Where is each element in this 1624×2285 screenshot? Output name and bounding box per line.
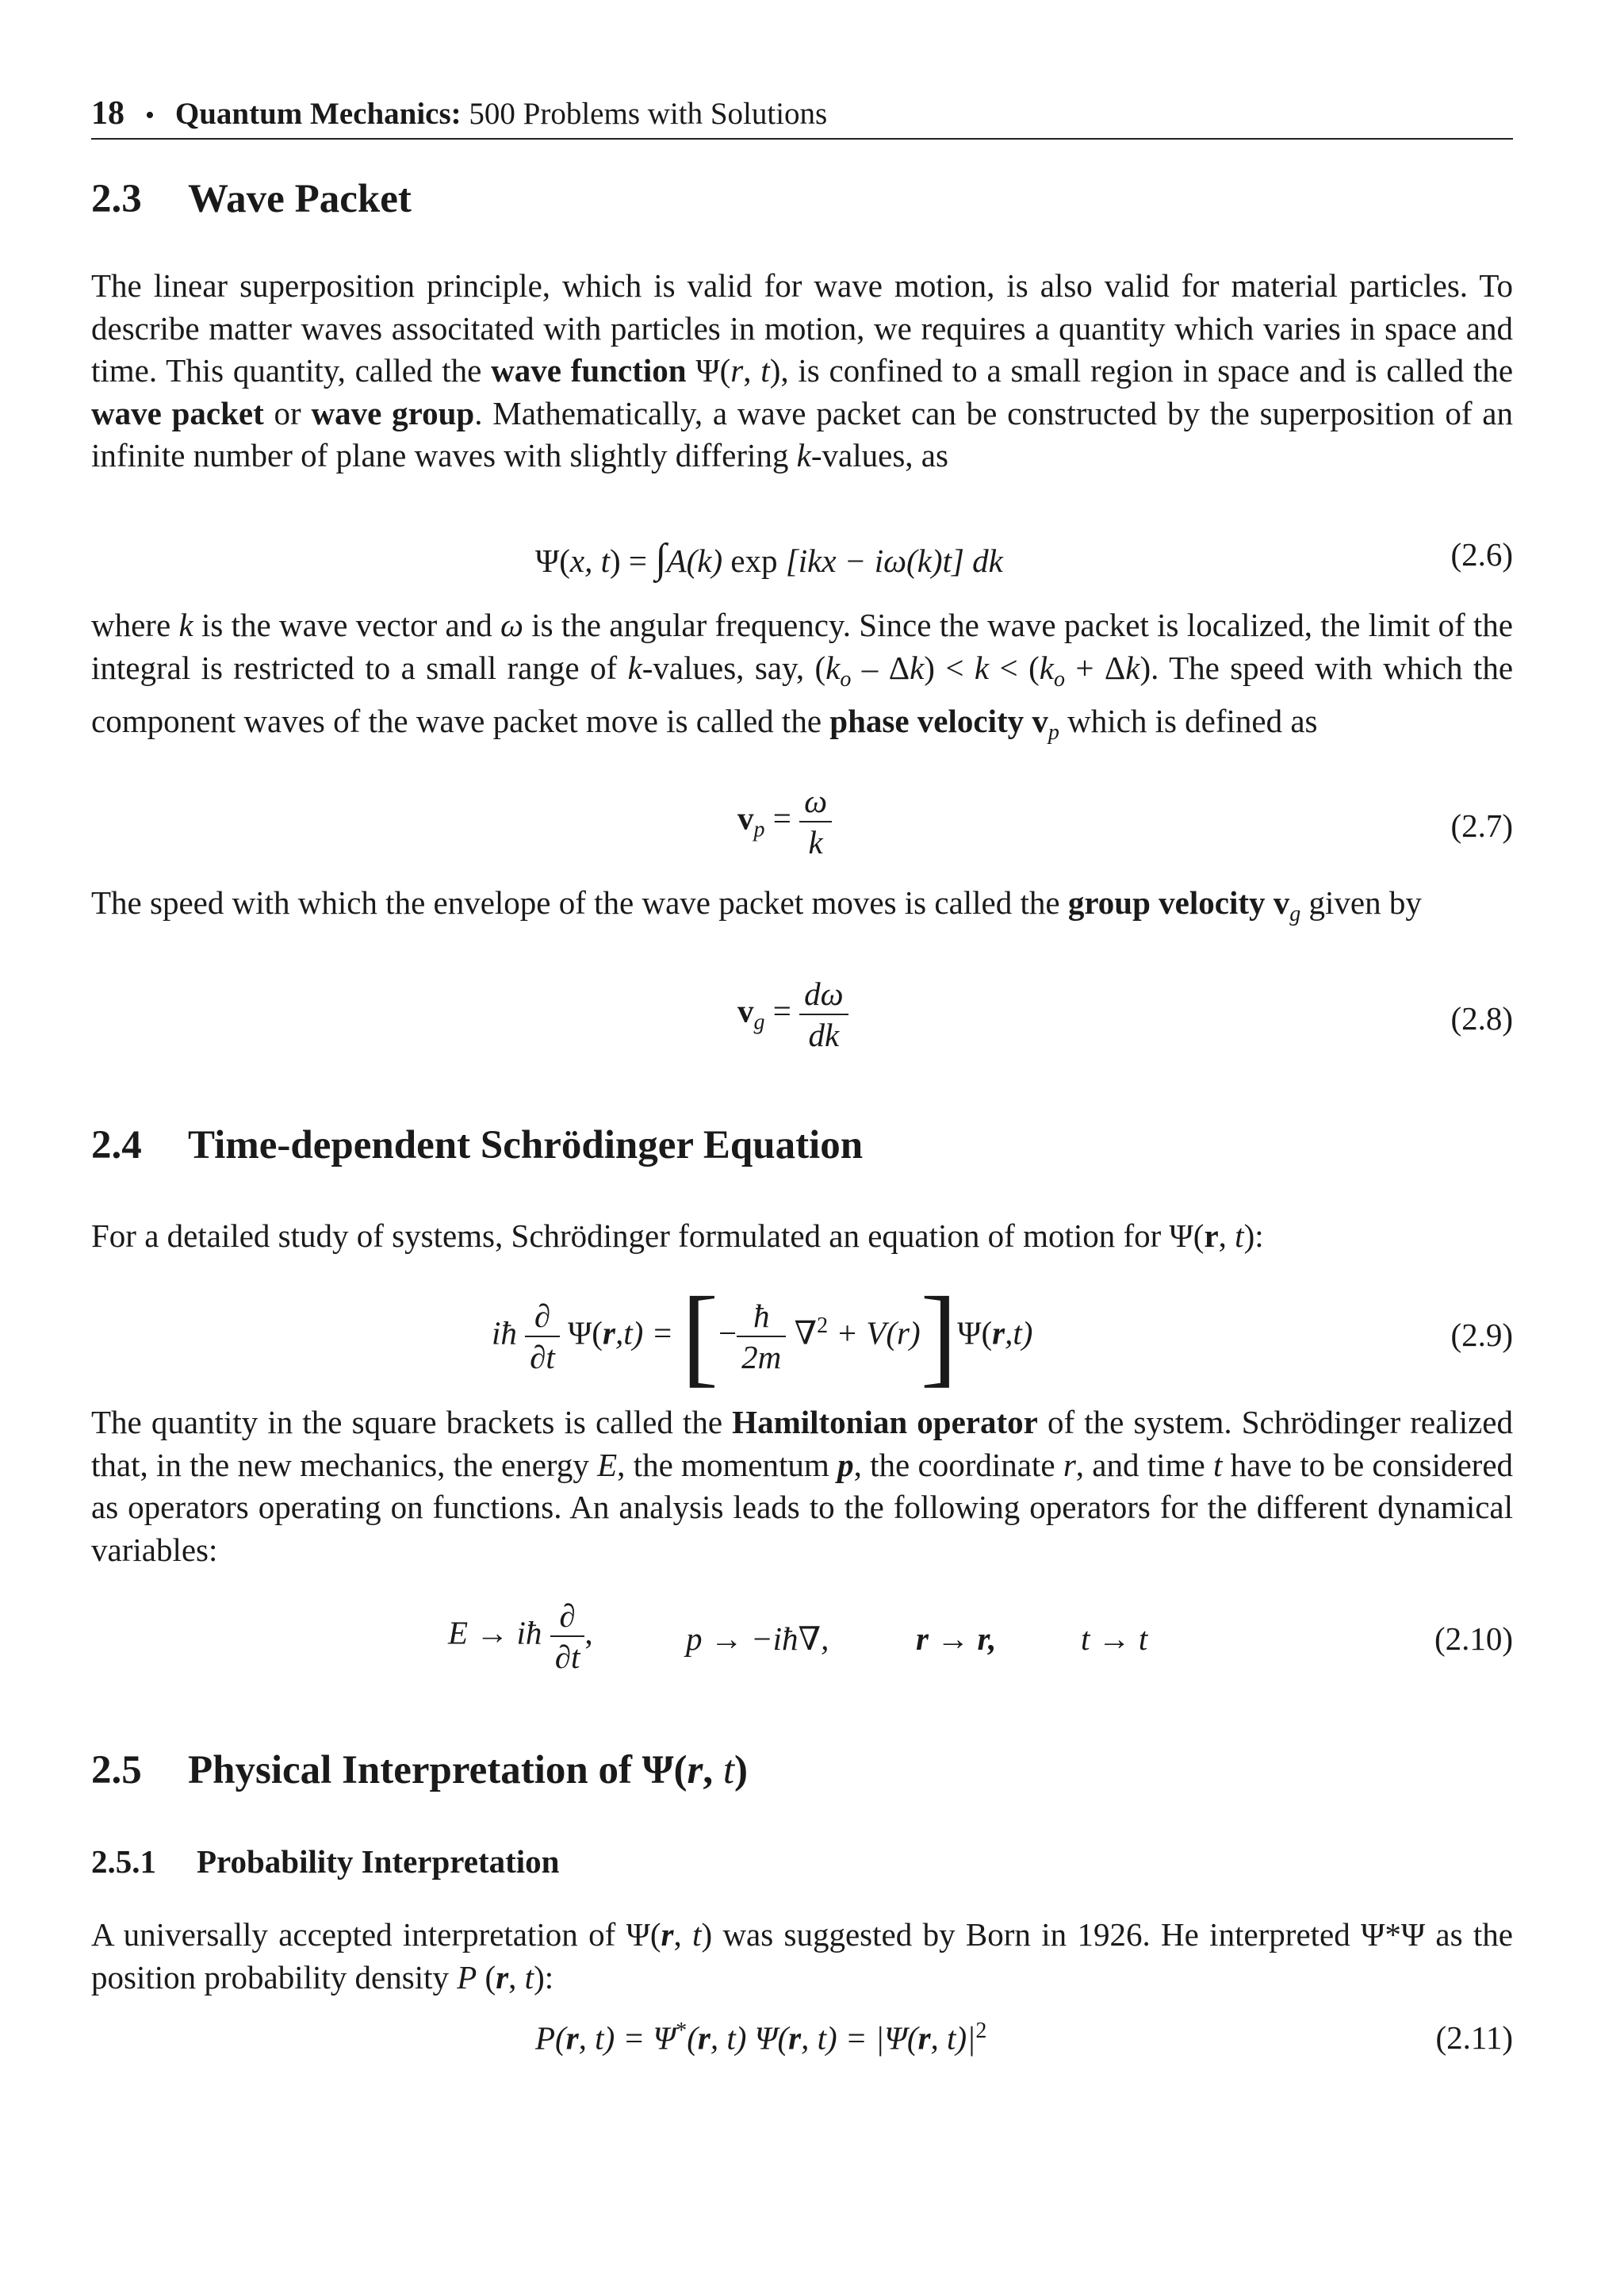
page-number: 18 [91,95,124,132]
equation-number: (2.6) [1450,536,1513,573]
equation-number: (2.10) [1434,1620,1513,1657]
paragraph-wave-packet-intro: The linear superposition principle, which is valid for wave motion, is also valid for material particles. To describe matter waves associtated with particles in motion, we requires a quantity which varies in space and time. This quantity, called the wave function Ψ(r, t), is confined to a small region in space and is called the wave packet or wave group. Mathematically, a wave packet can be constructed by the superposition of an infinite number of plane waves with slightly differing k-values, as [91,267,1514,473]
section-number: 2.4 [91,1123,142,1167]
section-title: Time-dependent Schrödinger Equation [188,1123,864,1167]
subsection-heading-2-5-1 [91,1842,559,1881]
subsection-number: 2.5.1 [91,1843,156,1880]
paragraph-phase-velocity: where k is the wave vector and ω is the angular frequency. Since the wave packet is localized, the limit of the integral is restricted to a small range of k-values, say, $(k_o - \Delta k) < k < (k_o + \Delta k)$. The speed with which the component waves of the wave packet move is called the phase velocity $v_p$ which is defined as [91,607,1514,746]
paragraph-born-interpretation: A universally accepted interpretation of Ψ(r, t) was suggested by Born in 1926. He interpreted Ψ*Ψ as the position probability density P (r, t): [91,1916,1513,1996]
equation-number: (2.9) [1450,1317,1513,1353]
paragraph-hamiltonian: The quantity in the square brackets is called the Hamiltonian operator of the system. Schrödinger realized that, in the new mechanics, the energy E, the momentum p, the coordinate r, and time t have to be considered as operators operating on functions. An analysis leads to the following operators for the different dynamical variables: [91,1404,1514,1568]
equation-number: (2.11) [1435,2019,1513,2056]
equation-2-11: P(r, t) = Ψ*(r, t) Ψ(r, t) = |Ψ(r, $t)|^2$ (2.11) [535,2019,1513,2057]
book-subtitle: 500 Problems with Solutions [469,97,828,131]
section-number: 2.3 [91,177,142,221]
bullet-separator: • [145,101,155,130]
section-heading-2-5 [91,1747,748,1793]
equation-number: (2.8) [1450,1000,1513,1037]
equation-2-6: Ψ(x, t) = ∫A(k) exp [ikx − iω(k)t] dk (2.6) [535,536,1513,581]
running-head [91,89,1513,140]
equation-2-10: E → iħ $\frac{\partial}{\partial t}$ , p → −iħ∇, r → r, t → t (2.10) [448,1597,1513,1675]
section-title: Wave Packet [188,177,412,221]
equation-2-7: $v_p$ = $\frac{\omega}{k}$ (2.7) [737,783,1513,861]
equation-2-8: $v_g$ = $\frac{d\omega}{dk}$ (2.8) [737,976,1513,1053]
section-heading-2-4 [91,1122,863,1168]
book-page [91,0,1513,2285]
equation-2-9: iħ $\frac{\partial}{\partial t}$ Ψ(r,t) = [− $\frac{ħ}{2m}$ ∇$^2$ + V(r)]Ψ(r,t) (2.9) [492,1275,1513,1397]
section-number: 2.5 [91,1748,142,1792]
equation-number: (2.7) [1450,807,1513,844]
book-title: Quantum Mechanics: [174,97,462,131]
paragraph-group-velocity: The speed with which the envelope of the wave packet moves is called the group velocity $v_g$ given by [91,884,1422,927]
section-heading-2-3 [91,176,412,222]
section-title: Physical Interpretation of Ψ(r, t) [188,1748,749,1792]
paragraph-schrodinger-intro: For a detailed study of systems, Schrödinger formulated an equation of motion for Ψ(r, t): [91,1217,1264,1254]
subsection-title: Probability Interpretation [197,1843,560,1880]
